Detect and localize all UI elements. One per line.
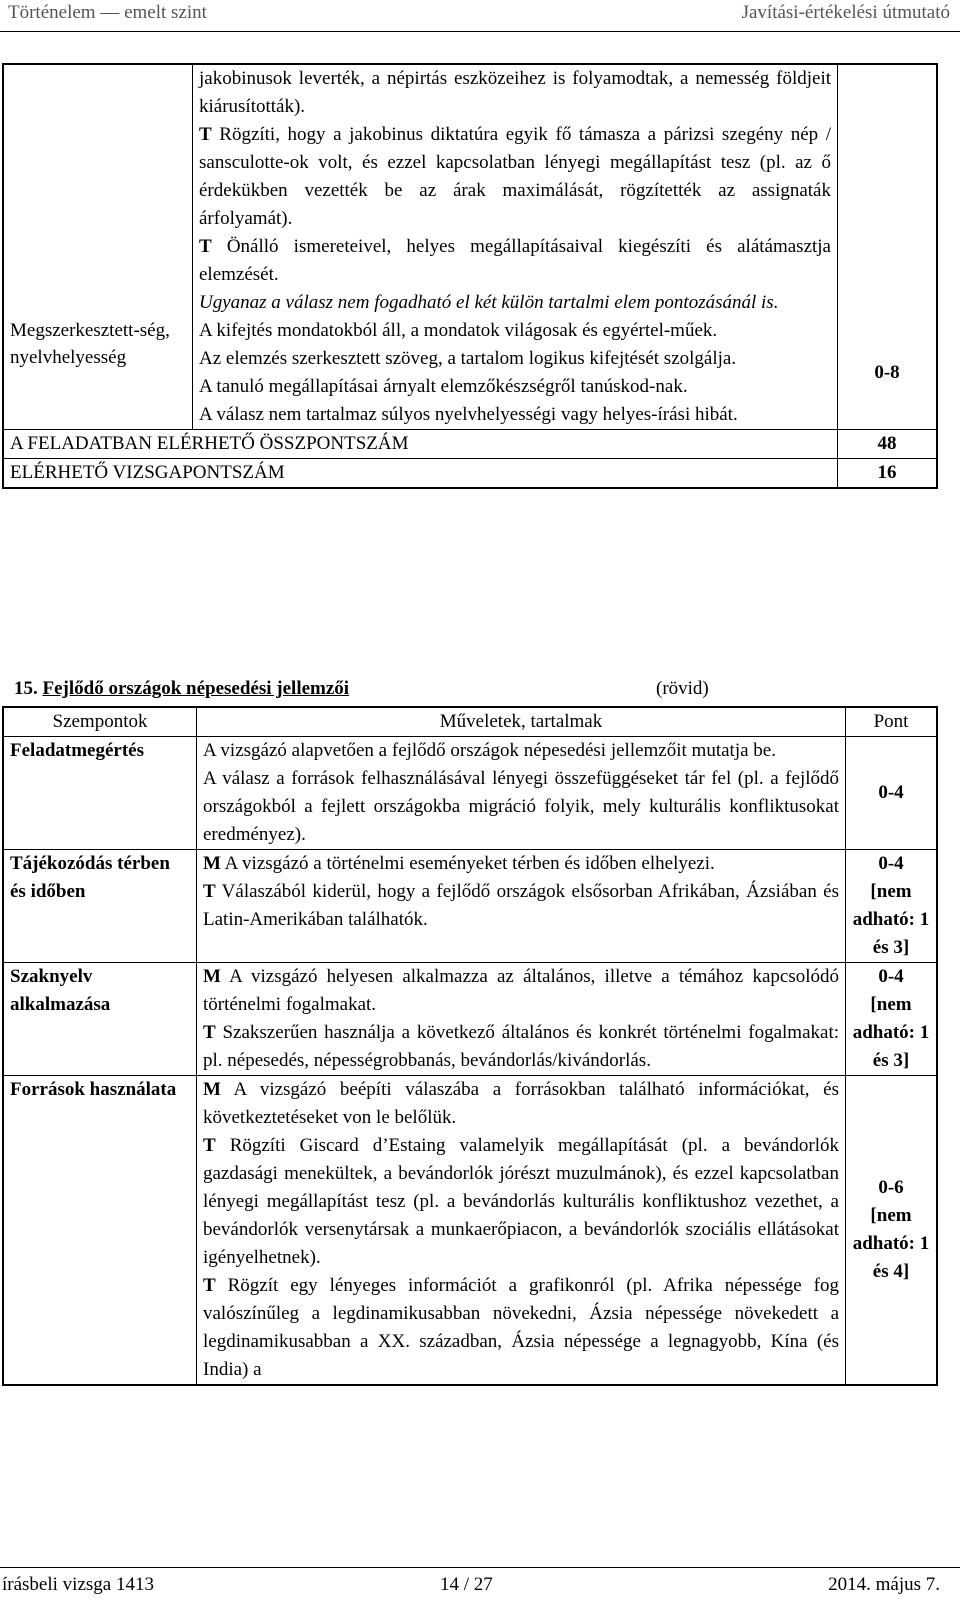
points-value: 0-4	[878, 782, 904, 803]
marker-letter: T	[203, 881, 216, 902]
total-exam-label: ELÉRHETŐ VIZSGAPONTSZÁM	[3, 459, 838, 489]
criterion-content-cell	[193, 317, 838, 430]
task-title	[14, 678, 349, 700]
criterion-line: A kifejtés mondatokból áll, a mondatok világosak és egyértel-műek.	[199, 320, 718, 341]
column-header: Műveletek, tartalmak	[197, 707, 846, 737]
task-kind: (rövid)	[656, 678, 709, 699]
row-line: M A vizsgázó a történelmi eseményeket térben és időben elhelyezi.	[203, 853, 715, 874]
page-header	[0, 0, 960, 28]
footer-page-number: 14 / 27	[440, 1574, 493, 1595]
column-header: Szempontok	[3, 707, 197, 737]
marker-letter: T	[203, 1022, 216, 1043]
row-line: A válasz a források felhasználásával lényegi összefüggéseket tár fel (pl. a fejlődő országokból a fejlett országokba migráció folyik, mely kulturális konfliktusokat eredményez).	[203, 768, 839, 845]
scoring-table-continued	[2, 63, 938, 489]
row-line: T Szakszerűen használja a következő általános és konkrét történelmi fogalmakat: pl. népesedés, népességrobbanás, bevándorlás/kivándorlás.	[203, 1022, 839, 1071]
table-row	[3, 850, 937, 963]
row-criterion: Szaknyelv alkalmazása	[3, 963, 197, 1076]
total-task-label: A FELADATBAN ELÉRHETŐ ÖSSZPONTSZÁM	[3, 430, 838, 459]
empty-criterion-cell	[3, 64, 193, 317]
total-exam-value: 16	[838, 459, 938, 489]
content-cell	[193, 64, 838, 317]
task15-scoring-table	[2, 706, 938, 1386]
criterion-line: A válasz nem tartalmaz súlyos nyelvhelyességi vagy helyes-írási hibát.	[199, 404, 738, 425]
row-points	[846, 963, 938, 1076]
content-line: T Rögzíti, hogy a jakobinus diktatúra egyik fő támasza a párizsi szegény nép / sansculotte-ok volt, és ezzel kapcsolatban lényegi megállapítást tesz (pl. az ő érdekükben vezették be az árak maximálását, rögzítették az assignaták árfolyamát).	[199, 124, 831, 229]
marker-letter: M	[203, 853, 221, 874]
column-header: Pont	[846, 707, 938, 737]
header-guide-title: Javítási-értékelési útmutató	[741, 2, 950, 23]
criterion-line: Az elemzés szerkesztett szöveg, a tartalom logikus kifejtését szolgálja.	[199, 348, 737, 369]
points-note: [nem adható: 1 és 4]	[852, 1205, 930, 1282]
marker-letter: T	[199, 236, 212, 257]
row-content	[197, 963, 846, 1076]
row-points	[846, 850, 938, 963]
header-subject: Történelem — emelt szint	[8, 2, 207, 23]
row-line: T Rögzít egy lényeges információt a grafikonról (pl. Afrika népessége fog valószínűleg a legdinamikusabban növekedni, Ázsia népessége növekedett a legdinamikusabban a XX. században, Ázsia népessége a legnagyobb, Kína (és India) a	[203, 1275, 839, 1380]
points-value: 0-4	[878, 853, 904, 874]
row-content	[197, 1076, 846, 1386]
points-value: 0-4	[878, 966, 904, 987]
footer-exam-code: írásbeli vizsga 1413	[2, 1574, 154, 1595]
marker-letter: T	[203, 1135, 216, 1156]
empty-points-cell	[838, 64, 938, 317]
footer-rule	[0, 1567, 960, 1568]
content-line: T Önálló ismereteivel, helyes megállapításaival kiegészíti és alátámasztja elemzését.	[199, 236, 831, 285]
row-criterion: Források használata	[3, 1076, 197, 1386]
criterion-label: Megszerkesztett-ség, nyelvhelyesség	[3, 317, 193, 430]
row-points	[846, 737, 938, 850]
table-row	[3, 737, 937, 850]
table-row	[3, 963, 937, 1076]
row-criterion: Feladatmegértés	[3, 737, 197, 850]
row-line: M A vizsgázó beépíti válaszába a forrásokban található információkat, és következtetéseket von le belőlük.	[203, 1079, 839, 1128]
row-line: M A vizsgázó helyesen alkalmazza az általános, illetve a témához kapcsolódó történelmi fogalmakat.	[203, 966, 839, 1015]
row-content	[197, 737, 846, 850]
footer-date: 2014. május 7.	[828, 1574, 940, 1595]
header-rule	[0, 31, 960, 32]
table-row	[3, 1076, 937, 1386]
points-note: [nem adható: 1 és 3]	[852, 994, 930, 1071]
marker-letter: M	[203, 966, 221, 987]
total-task-value: 48	[838, 430, 938, 459]
row-line: A vizsgázó alapvetően a fejlődő országok népesedési jellemzőit mutatja be.	[203, 740, 776, 761]
task-title-text: Fejlődő országok népesedési jellemzői	[42, 678, 350, 699]
row-criterion: Tájékozódás térben és időben	[3, 850, 197, 963]
points-value: 0-6	[878, 1177, 904, 1198]
italic-note: Ugyanaz a válasz nem fogadható el két külön tartalmi elem pontozásánál is.	[199, 292, 779, 313]
content-line: jakobinusok leverték, a népirtás eszközeihez is folyamodtak, a nemesség földjeit kiárusították).	[199, 68, 831, 117]
criterion-line: A tanuló megállapításai árnyalt elemzőkészségről tanúskod-nak.	[199, 376, 688, 397]
marker-letter: T	[203, 1275, 216, 1296]
row-line: T Rögzíti Giscard d’Estaing valamelyik megállapítását (pl. a bevándorlók gazdasági menekültek, a bevándorlók jórészt muzulmánok), és ezzel kapcsolatban lényegi megállapítást tesz (pl. a bevándorlás kulturális konfliktushoz vezethet, a bevándorlók versenytársak a munkaerőpiacon, a bevándorlók szociális ellátásokat igényelhetnek).	[203, 1135, 839, 1268]
row-points	[846, 1076, 938, 1386]
row-content	[197, 850, 846, 963]
marker-letter: M	[203, 1079, 221, 1100]
criterion-points: 0-8	[838, 317, 938, 430]
points-note: [nem adható: 1 és 3]	[852, 881, 930, 958]
task-number: 15.	[14, 678, 38, 699]
row-line: T Válaszából kiderül, hogy a fejlődő országok elsősorban Afrikában, Ázsiában és Latin-Amerikában találhatók.	[203, 881, 839, 930]
marker-letter: T	[199, 124, 212, 145]
